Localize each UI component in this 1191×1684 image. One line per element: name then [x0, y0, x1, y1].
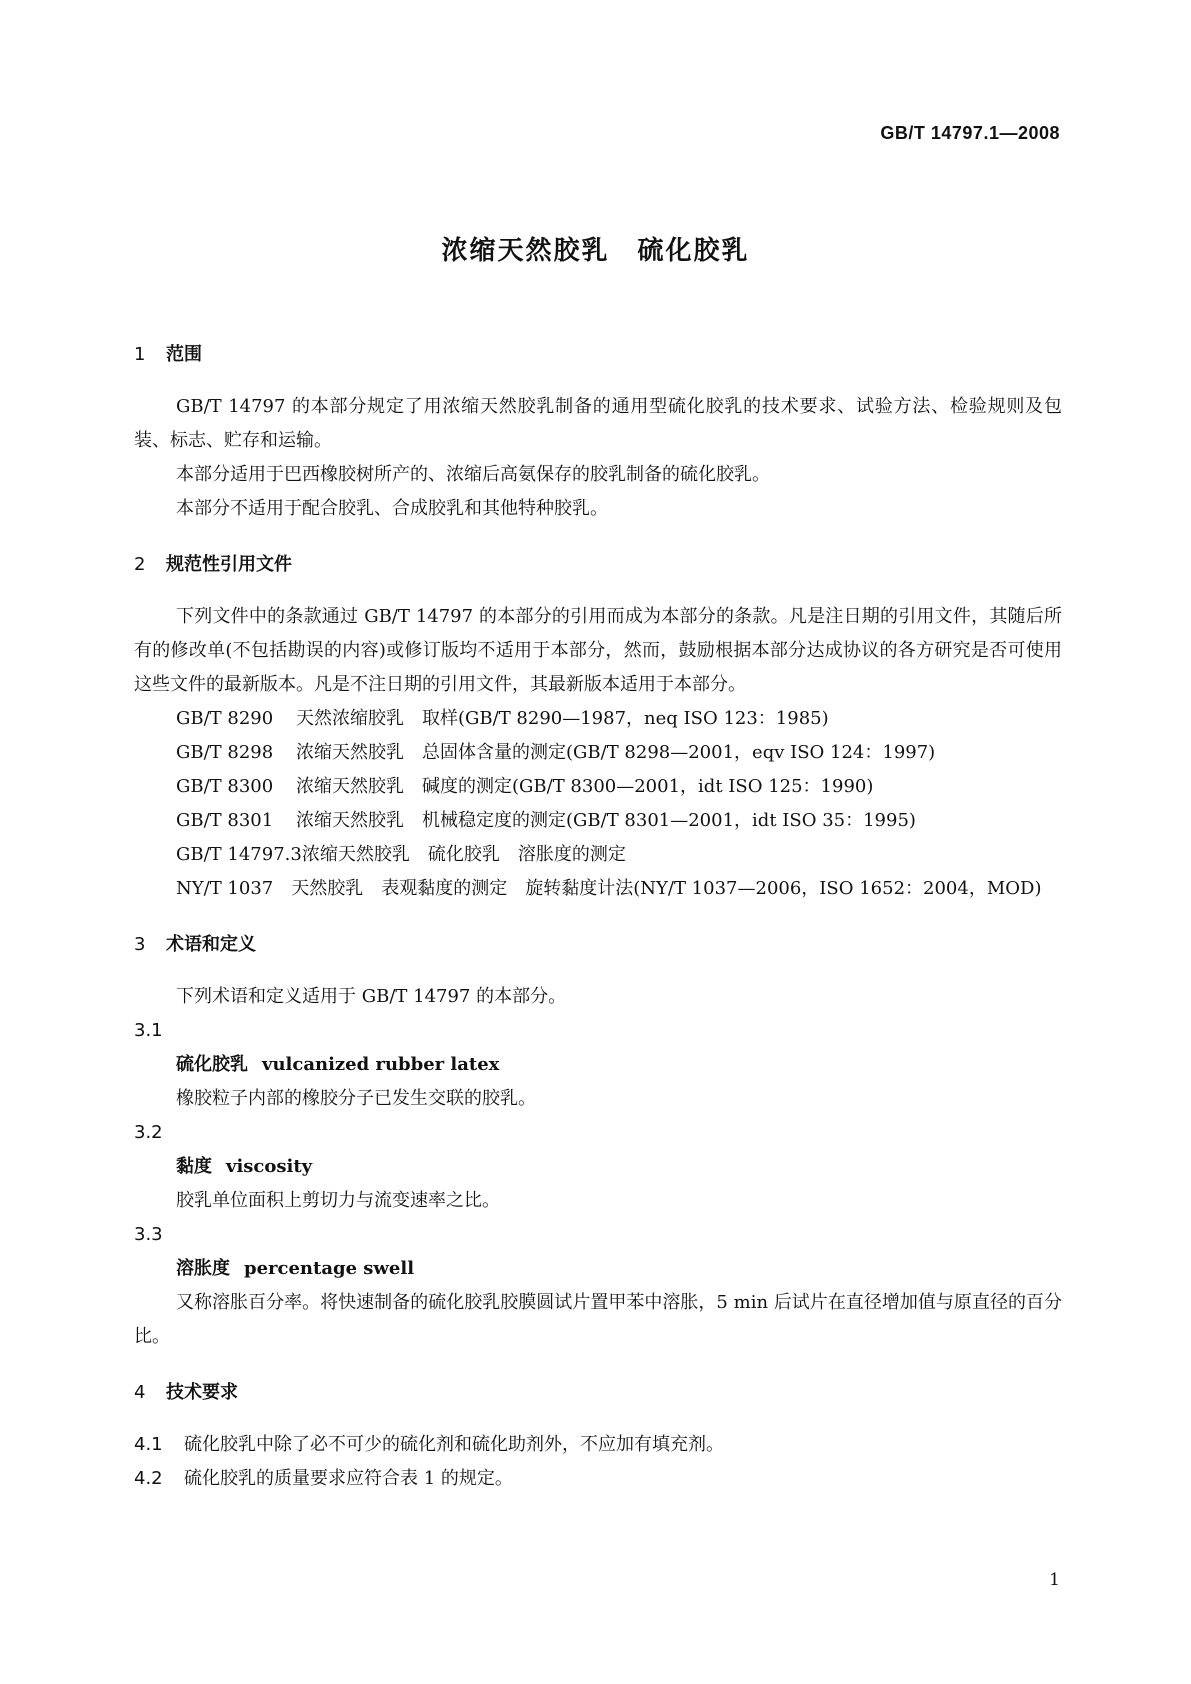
reference-code: GB/T 14797.3: [176, 844, 302, 865]
paragraph: 本部分不适用于配合胶乳、合成胶乳和其他特种胶乳。: [176, 498, 608, 519]
reference-text: 浓缩天然胶乳 碱度的测定(GB/T 8300—2001，idt ISO 125：1990): [296, 776, 874, 797]
section-3-heading: [134, 928, 1062, 962]
section-title: 规范性引用文件: [166, 554, 292, 575]
reference-code: GB/T 8290: [176, 708, 274, 729]
clause-number: 4.2: [134, 1468, 163, 1489]
section-title: 技术要求: [166, 1382, 238, 1403]
reference-item: [134, 804, 1062, 838]
term-name: [134, 1150, 1062, 1184]
reference-text: 浓缩天然胶乳 硫化胶乳 溶胀度的测定: [301, 844, 626, 865]
reference-item: [134, 702, 1062, 736]
section-number: 4: [134, 1382, 146, 1403]
term-definition: 又称溶胀百分率。将快速制备的硫化胶乳胶膜圆试片置甲苯中溶胀，5 min 后试片在直径增加值与原直径的百分比。: [134, 1292, 1062, 1347]
document-title: 浓缩天然胶乳 硫化胶乳: [441, 236, 750, 266]
document-body: [134, 338, 1062, 1496]
term-definition: 橡胶粒子内部的橡胶分子已发生交联的胶乳。: [176, 1088, 536, 1109]
section-2-heading: [134, 548, 1062, 582]
clause-text: 硫化胶乳中除了必不可少的硫化剂和硫化助剂外，不应加有填充剂。: [184, 1434, 724, 1455]
reference-item: [134, 838, 1062, 872]
term-zh: 黏度: [176, 1156, 212, 1177]
section-number: 1: [134, 344, 146, 365]
section-1-heading: [134, 338, 1062, 372]
reference-code: GB/T 8298: [176, 742, 274, 763]
term-number: 3.3: [134, 1224, 163, 1245]
reference-item: [134, 736, 1062, 770]
reference-text: 天然浓缩胶乳 取样(GB/T 8290—1987，neq ISO 123：1985): [296, 708, 829, 729]
term-en: percentage swell: [244, 1258, 415, 1279]
clause-number: 4.1: [134, 1434, 163, 1455]
term-definition: 胶乳单位面积上剪切力与流变速率之比。: [176, 1190, 500, 1211]
term-zh: 溶胀度: [176, 1258, 230, 1279]
paragraph: 本部分适用于巴西橡胶树所产的、浓缩后高氨保存的胶乳制备的硫化胶乳。: [176, 464, 770, 485]
standard-number: GB/T 14797.1—2008: [880, 123, 1060, 143]
reference-item: NY/T 1037 天然胶乳 表观黏度的测定 旋转黏度计法(NY/T 1037—2006，ISO 1652：2004，MOD): [176, 878, 1042, 899]
clause-item: [134, 1462, 1062, 1496]
paragraph: GB/T 14797 的本部分规定了用浓缩天然胶乳制备的通用型硫化胶乳的技术要求、试验方法、检验规则及包装、标志、贮存和运输。: [134, 396, 1062, 451]
clause-text: 硫化胶乳的质量要求应符合表 1 的规定。: [184, 1468, 513, 1489]
section-4-heading: [134, 1376, 1062, 1410]
paragraph: 下列文件中的条款通过 GB/T 14797 的本部分的引用而成为本部分的条款。凡是注日期的引用文件，其随后所有的修改单(不包括勘误的内容)或修订版均不适用于本部分，然而，鼓励根据本部分达成协议的各方研究是否可使用这些文件的最新版本。凡是不注日期的引用文件，其最新版本适用于本部分。: [134, 606, 1062, 695]
reference-code: GB/T 8301: [176, 810, 274, 831]
reference-text: 浓缩天然胶乳 机械稳定度的测定(GB/T 8301—2001，idt ISO 35：1995): [296, 810, 916, 831]
reference-item: [134, 770, 1062, 804]
term-zh: 硫化胶乳: [176, 1054, 248, 1075]
section-number: 2: [134, 554, 146, 575]
section-number: 3: [134, 934, 146, 955]
section-title: 范围: [166, 344, 202, 365]
section-title: 术语和定义: [166, 934, 256, 955]
term-number: 3.2: [134, 1122, 163, 1143]
term-name: [134, 1048, 1062, 1082]
clause-item: [134, 1428, 1062, 1462]
term-en: viscosity: [226, 1156, 313, 1177]
reference-code: GB/T 8300: [176, 776, 274, 797]
term-name: [134, 1252, 1062, 1286]
paragraph: 下列术语和定义适用于 GB/T 14797 的本部分。: [176, 986, 567, 1007]
term-en: vulcanized rubber latex: [262, 1054, 500, 1075]
term-number: 3.1: [134, 1020, 163, 1041]
reference-text: 浓缩天然胶乳 总固体含量的测定(GB/T 8298—2001，eqv ISO 124：1997): [296, 742, 936, 763]
page-number: 1: [1049, 1570, 1060, 1590]
